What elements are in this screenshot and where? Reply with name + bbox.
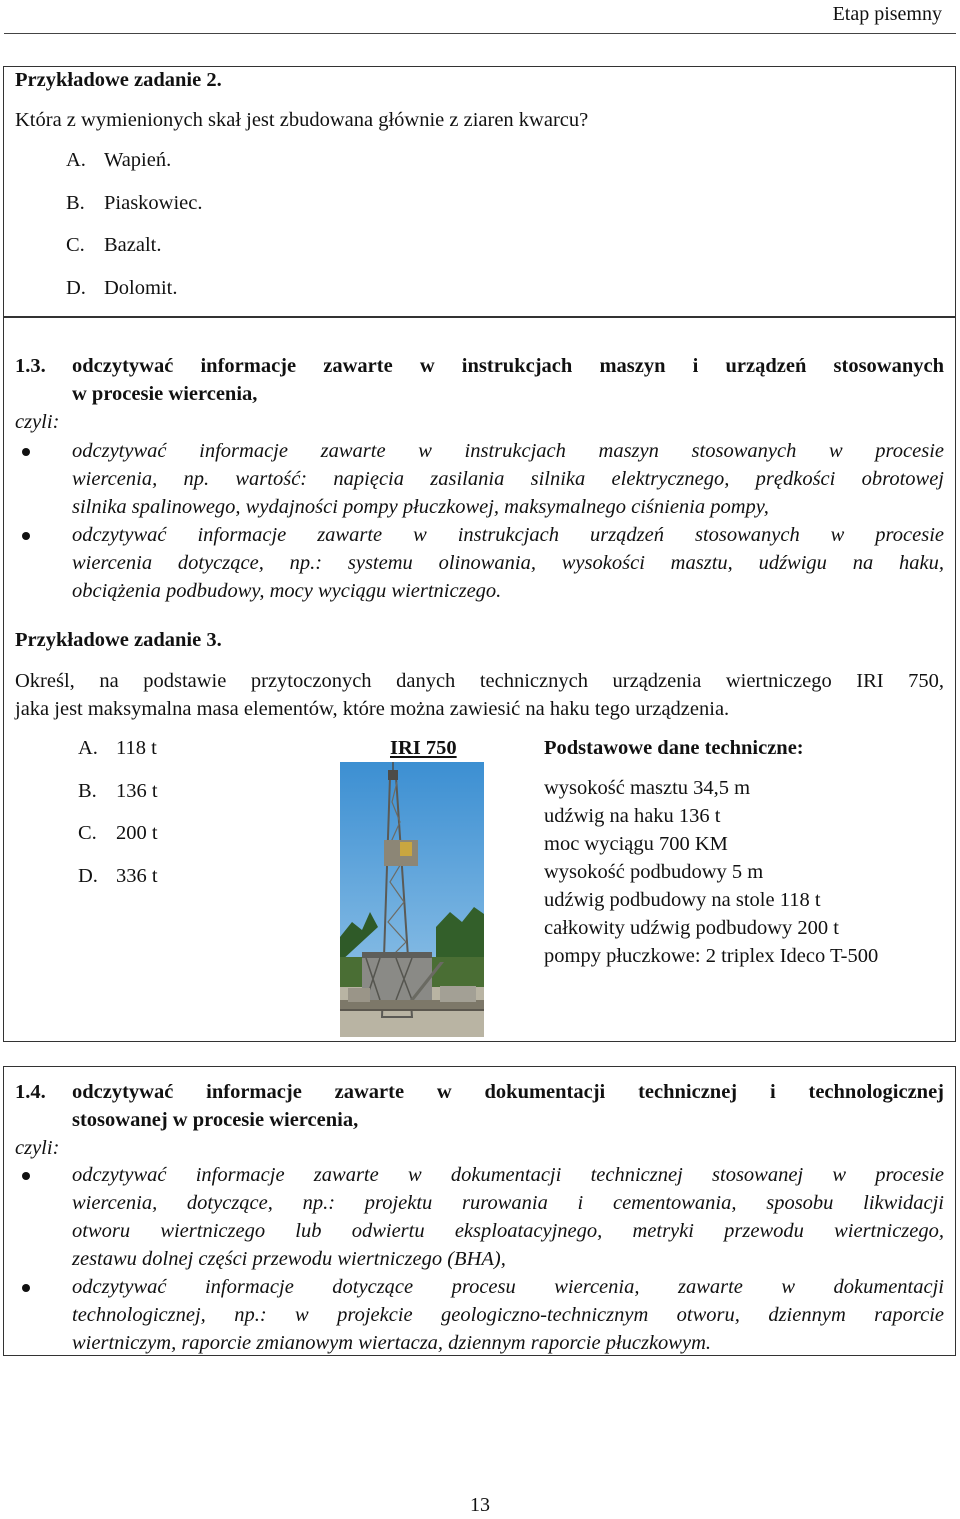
task3-option-d: D. 336 t	[78, 865, 158, 887]
section13-bullet2-line1: odczytywać informacje zawarte w instrukcjach urządzeń stosowanych w procesie	[72, 524, 944, 546]
bullet-icon	[22, 1172, 30, 1180]
section14-heading: odczytywać informacje zawarte w dokumentacji technicznej i technologicznej	[72, 1081, 944, 1103]
section13-number: 1.3.	[15, 355, 46, 377]
section14-bullet1-line4: zestawu dolnej części przewodu wiertniczego (BHA),	[72, 1248, 506, 1270]
header-rule	[4, 33, 956, 34]
drilling-rig-photo	[340, 762, 484, 1037]
section14-heading-cont: stosowanej w procesie wiercenia,	[72, 1109, 359, 1131]
section13-bullet1-line3: silnika spalinowego, wydajności pompy płuczkowej, maksymalnego ciśnienia pompy,	[72, 496, 769, 518]
task2-question: Która z wymienionych skał jest zbudowana głównie z ziaren kwarcu?	[15, 109, 589, 131]
task3-title: Przykładowe zadanie 3.	[15, 629, 222, 651]
spec-line: wysokość podbudowy 5 m	[544, 861, 764, 883]
task2-option-c: C. Bazalt.	[66, 234, 162, 256]
section13-czyli: czyli:	[15, 411, 60, 433]
task3-option-a: A. 118 t	[78, 737, 157, 759]
section14-bullet1-line1: odczytywać informacje zawarte w dokumentacji technicznej stosowanej w procesie	[72, 1164, 944, 1186]
section14-bullet2-line2: technologicznej, np.: w projekcie geologiczno-technicznym otworu, dziennym raporcie	[72, 1304, 944, 1326]
task3-question-line2: jaka jest maksymalna masa elementów, które można zawiesić na haku tego urządzenia.	[15, 698, 730, 720]
section13-bullet2-line3: obciążenia podbudowy, mocy wyciągu wiertniczego.	[72, 580, 502, 602]
spec-line: udźwig podbudowy na stole 118 t	[544, 889, 821, 911]
spec-line: moc wyciągu 700 KM	[544, 833, 728, 855]
task2-option-a: A. Wapień.	[66, 149, 172, 171]
page-header: Etap pisemny	[832, 3, 942, 25]
spec-line: udźwig na haku 136 t	[544, 805, 721, 827]
bullet-icon	[22, 532, 30, 540]
section13-bullet2-line2: wiercenia dotyczące, np.: systemu olinowania, wysokości masztu, udźwigu na haku,	[72, 552, 944, 574]
section13-heading-cont: w procesie wiercenia,	[72, 383, 258, 405]
section14-number: 1.4.	[15, 1081, 46, 1103]
rig-image-title: IRI 750	[390, 737, 457, 759]
section14-czyli: czyli:	[15, 1137, 60, 1159]
task3-option-b: B. 136 t	[78, 780, 158, 802]
task2-title: Przykładowe zadanie 2.	[15, 69, 222, 91]
bullet-icon	[22, 448, 30, 456]
page-number: 13	[470, 1494, 490, 1516]
specs-title: Podstawowe dane techniczne:	[544, 737, 804, 759]
section13-bullet1-line2: wiercenia, np. wartość: napięcia zasilania silnika elektrycznego, prędkości obrotowej	[72, 468, 944, 490]
spec-line: całkowity udźwig podbudowy 200 t	[544, 917, 839, 939]
section13-heading: odczytywać informacje zawarte w instrukcjach maszyn i urządzeń stosowanych	[72, 355, 944, 377]
section14-bullet1-line3: otworu wiertniczego lub odwiertu eksploatacyjnego, metryki przewodu wiertniczego,	[72, 1220, 944, 1242]
section14-bullet2-line3: wiertniczym, raporcie zmianowym wiertacza, dziennym raporcie płuczkowym.	[72, 1332, 712, 1354]
section13-bullet1-line1: odczytywać informacje zawarte w instrukcjach maszyn stosowanych w procesie	[72, 440, 944, 462]
task3-question-line1: Określ, na podstawie przytoczonych danych technicznych urządzenia wiertniczego IRI 750,	[15, 670, 944, 692]
section14-bullet1-line2: wiercenia, dotyczące, np.: projektu rurowania i cementowania, sposobu likwidacji	[72, 1192, 944, 1214]
task3-option-c: C. 200 t	[78, 822, 158, 844]
spec-line: pompy płuczkowe: 2 triplex Ideco T-500	[544, 945, 879, 967]
section14-bullet2-line1: odczytywać informacje dotyczące procesu wiercenia, zawarte w dokumentacji	[72, 1276, 944, 1298]
task2-option-d: D. Dolomit.	[66, 277, 178, 299]
bullet-icon	[22, 1284, 30, 1292]
spec-line: wysokość masztu 34,5 m	[544, 777, 751, 799]
task2-option-b: B. Piaskowiec.	[66, 192, 203, 214]
